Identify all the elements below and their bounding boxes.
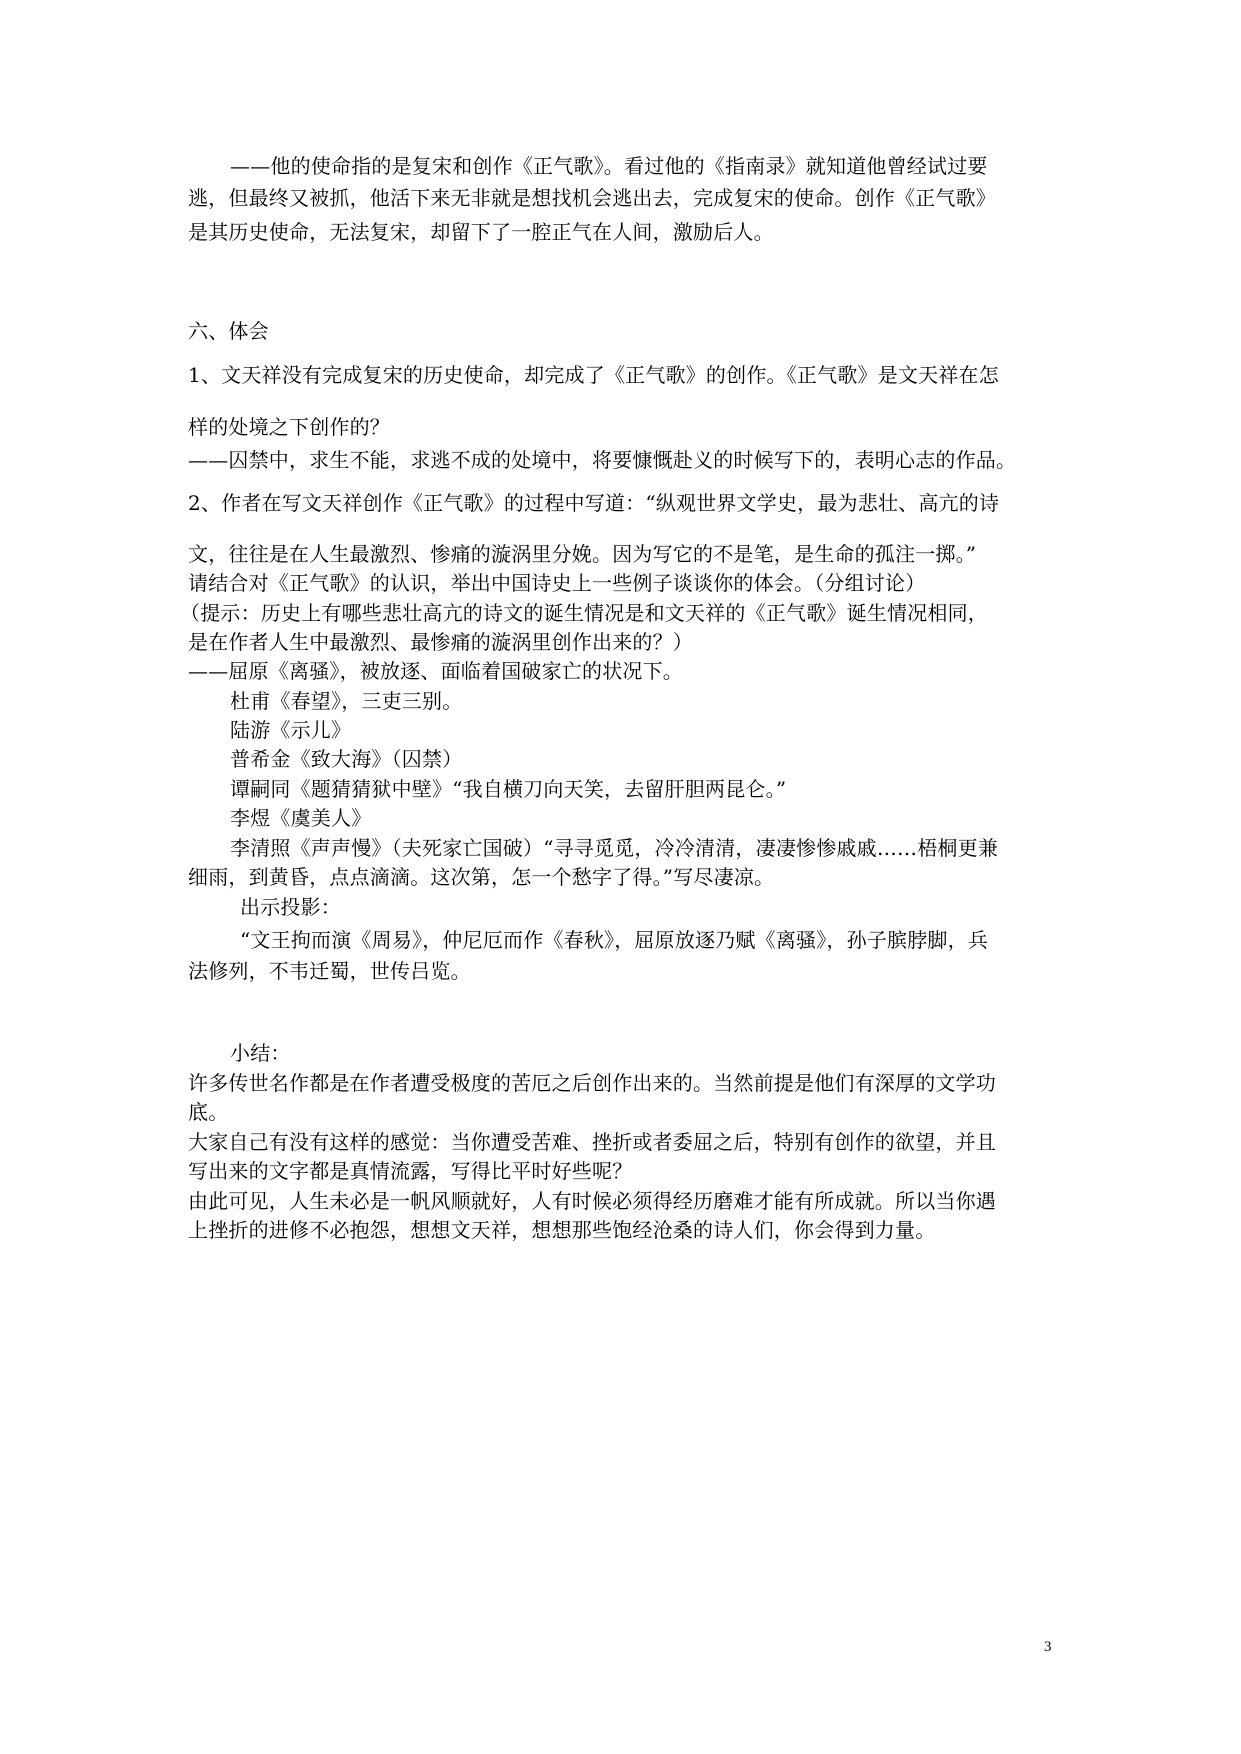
summary-heading: 小结： [230,1041,291,1065]
hint-line-2: 是在作者人生中最激烈、最惨痛的漩涡里创作出来的？） [188,630,693,654]
example-li-yu: 李煜《虞美人》 [230,806,372,830]
answer-1: ——囚禁中，求生不能，求逃不成的处境中，将要慷慨赴义的时候写下的，表明心志的作品。 [188,448,1017,472]
question-2-line-2: 文，往往是在人生最激烈、惨痛的漩涡里分娩。因为写它的不是笔，是生命的孤注一掷。” [188,542,977,566]
question-2-line-3: 请结合对《正气歌》的认识，举出中国诗史上一些例子谈谈你的体会。（分组讨论） [188,571,926,595]
answer-mission-line-1: ——他的使命指的是复宋和创作《正气歌》。看过他的《指南录》就知道他曾经试过要 [230,154,988,178]
projection-quote-line-1: “文王拘而演《周易》，仲尼厄而作《春秋》，屈原放逐乃赋《离骚》，孙子膑脖脚，兵 [240,928,989,952]
question-1-line-1: 1、文天祥没有完成复宋的历史使命，却完成了《正气歌》的创作。《正气歌》是文天祥在怎 [188,363,999,387]
question-2-line-1: 2、作者在写文天祥创作《正气歌》的过程中写道：“纵观世界文学史，最为悲壮、高亢的诗 [188,491,1000,515]
summary-line-6: 上挫折的进修不必抱怨，想想文天祥，想想那些饱经沧桑的诗人们，你会得到力量。 [188,1218,936,1242]
example-tan-sitong: 谭嗣同《题猜猜狱中壁》“我自横刀向天笑，去留肝胆两昆仑。” [230,777,787,801]
hint-line-1: （提示：历史上有哪些悲壮高亢的诗文的诞生情况是和文天祥的《正气歌》诞生情况相同， [180,601,988,625]
projection-label: 出示投影： [240,895,341,919]
summary-line-3: 大家自己有没有这样的感觉：当你遭受苦难、挫折或者委屈之后，特别有创作的欲望，并且 [188,1130,996,1154]
example-lu-you: 陆游《示儿》 [230,718,352,742]
question-1-line-2: 样的处境之下创作的？ [188,415,390,439]
example-li-qingzhao-line-2: 细雨，到黄昏，点点滴滴。这次第，怎一个愁字了得。”写尽凄凉。 [188,865,775,889]
section-heading-experience: 六、体会 [188,319,269,343]
answer-mission-line-2: 逃，但最终又被抓，他活下来无非就是想找机会逃出去，完成复宋的使命。创作《正气歌》 [188,186,996,210]
page-number: 3 [1044,1639,1052,1655]
summary-line-4: 写出来的文字都是真情流露，写得比平时好些呢？ [188,1159,633,1183]
example-qu-yuan: ——屈原《离骚》，被放逐、面临着国破家亡的状况下。 [188,659,683,683]
example-pushkin: 普希金《致大海》（囚禁） [230,747,463,771]
summary-line-5: 由此可见，人生未必是一帆风顺就好，人有时候必须得经历磨难才能有所成就。所以当你遇 [188,1189,996,1213]
projection-quote-line-2: 法修列，不韦迁蜀，世传吕览。 [188,959,471,983]
example-li-qingzhao-line-1: 李清照《声声慢》（夫死家亡国破）“寻寻觅觅，冷冷清清，凄凄惨惨戚戚……梧桐更兼 [230,836,999,860]
answer-mission-line-3: 是其历史使命，无法复宋，却留下了一腔正气在人间，激励后人。 [188,220,774,244]
summary-line-1: 许多传世名作都是在作者遭受极度的苦厄之后创作出来的。当然前提是他们有深厚的文学功 [188,1071,996,1095]
summary-line-2: 底。 [188,1100,229,1124]
example-du-fu: 杜甫《春望》，三吏三别。 [230,689,463,713]
